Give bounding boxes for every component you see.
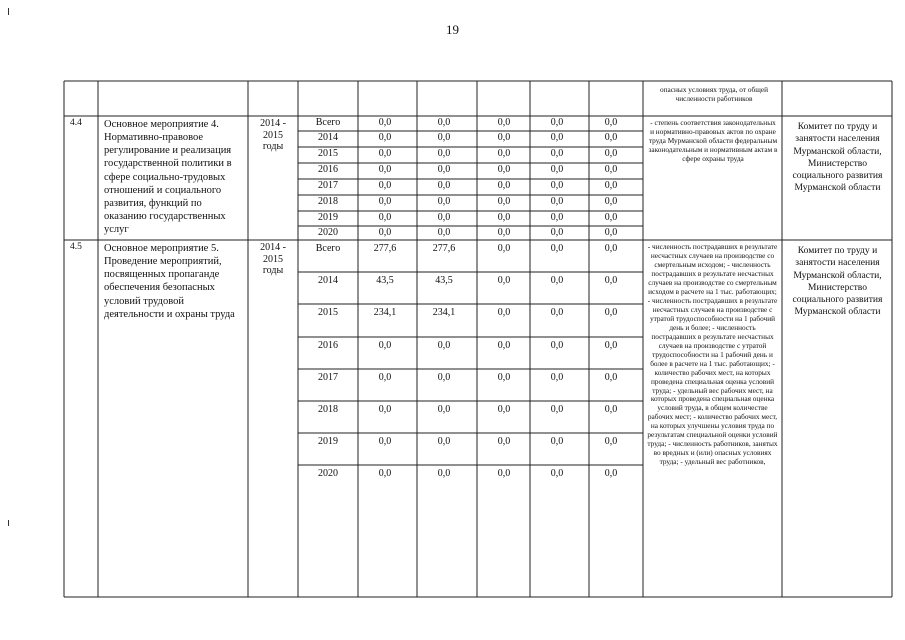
year-label: 2014	[318, 275, 338, 286]
measure-name: Основное мероприятие 4. Нормативно-правовое регулирование и реализация государственной политики в сфере социально-трудовых отношений и социального развития, функций по оказанию государственных услуг	[104, 119, 232, 235]
value-cell: 0,0	[497, 117, 511, 128]
value-cell: 0,0	[437, 196, 451, 207]
value-cell: 0,0	[604, 148, 618, 159]
value-cell: 0,0	[497, 436, 511, 447]
value-cell: 0,0	[604, 243, 618, 254]
value-cell: 0,0	[378, 227, 392, 238]
year-label: 2017	[318, 180, 338, 191]
value-cell: 0,0	[378, 148, 392, 159]
measure-name: Основное мероприятие 5. Проведение мероприятий, посвященных пропаганде обеспечения безопасных условий трудовой деятельности и охраны труда	[104, 243, 235, 320]
value-cell: 0,0	[550, 468, 564, 479]
value-cell: 0,0	[437, 117, 451, 128]
value-cell: 234,1	[373, 307, 397, 318]
indicators: - численность пострадавших в результате несчастных случаев на производстве со смертельным исходом; - численность пострадавших в результате несчастных случаев на производстве со смертельным исходом в расчете на 1 тыс. работающих; - численность пострадавших в результате несчастных случаев на производстве с утратой трудоспособности на 1 рабочий день и более; - численность пострадавших в результате несчастных случаев на производстве с утратой трудоспособности на 1 рабочий день и более в расчете на 1 тыс. работающих; - количество рабочих мест, на которых проведена специальная оценка условий труда; - удельный вес рабочих мест, на которых проведена специальная оценка условий труда, в общем количестве рабочих мест; - количество рабочих мест, на которых улучшены условия труда по результатам специальной оценки условий труда; - численность работников, занятых во вредных и (или) опасных условиях труда; - удельный вес работников,	[647, 243, 778, 467]
year-label: 2017	[318, 372, 338, 383]
value-cell: 0,0	[378, 196, 392, 207]
value-cell: 0,0	[378, 372, 392, 383]
year-label: 2018	[318, 404, 338, 415]
executors: Комитет по труду и занятости населения Мурманской области, Министерство социального развития Мурманской области	[792, 121, 883, 194]
value-cell: 0,0	[604, 436, 618, 447]
value-cell: 0,0	[604, 468, 618, 479]
margin-mark	[8, 8, 9, 15]
year-label: 2020	[318, 227, 338, 238]
year-label: 2014	[318, 132, 338, 143]
year-label: 2019	[318, 212, 338, 223]
value-cell: 0,0	[604, 164, 618, 175]
value-cell: 43,5	[376, 275, 394, 286]
value-cell: 0,0	[550, 164, 564, 175]
value-cell: 0,0	[378, 180, 392, 191]
year-label: 2015	[318, 307, 338, 318]
year-label: 2016	[318, 340, 338, 351]
value-cell: 0,0	[604, 227, 618, 238]
value-cell: 0,0	[604, 132, 618, 143]
value-cell: 0,0	[437, 212, 451, 223]
value-cell: 0,0	[497, 180, 511, 191]
value-cell: 0,0	[550, 132, 564, 143]
value-cell: 0,0	[604, 117, 618, 128]
year-label: 2016	[318, 164, 338, 175]
value-cell: 0,0	[437, 164, 451, 175]
value-cell: 0,0	[550, 212, 564, 223]
value-cell: 0,0	[604, 404, 618, 415]
page-number: 19	[446, 22, 459, 37]
value-cell: 0,0	[604, 196, 618, 207]
value-cell: 0,0	[437, 468, 451, 479]
value-cell: 0,0	[604, 180, 618, 191]
value-cell: 0,0	[550, 196, 564, 207]
value-cell: 0,0	[604, 340, 618, 351]
value-cell: 0,0	[497, 404, 511, 415]
value-cell: 0,0	[604, 307, 618, 318]
value-cell: 0,0	[497, 196, 511, 207]
margin-mark	[8, 520, 9, 526]
value-cell: 0,0	[550, 180, 564, 191]
value-cell: 0,0	[437, 132, 451, 143]
value-cell: 0,0	[378, 436, 392, 447]
value-cell: 0,0	[378, 404, 392, 415]
value-cell: 0,0	[497, 148, 511, 159]
value-cell: 0,0	[550, 243, 564, 254]
value-cell: 0,0	[497, 227, 511, 238]
value-cell: 277,6	[373, 243, 397, 254]
value-cell: 0,0	[550, 117, 564, 128]
value-cell: 0,0	[437, 180, 451, 191]
value-cell: 43,5	[435, 275, 453, 286]
value-cell: 0,0	[378, 132, 392, 143]
period: 2014 - 2015 годы	[260, 242, 286, 276]
value-cell: 0,0	[437, 340, 451, 351]
row-number: 4.4	[70, 118, 82, 128]
indicators: - степень соответствия законодательных и нормативно-правовых актов по охране труда Мурманской области федеральным законодательным и нормативным актам в сфере охраны труда	[648, 119, 778, 163]
value-cell: 0,0	[378, 117, 392, 128]
value-cell: 0,0	[378, 164, 392, 175]
value-cell: 0,0	[550, 372, 564, 383]
value-cell: 0,0	[378, 212, 392, 223]
year-label: Всего	[315, 117, 341, 128]
value-cell: 0,0	[497, 164, 511, 175]
year-label: Всего	[315, 243, 341, 254]
value-cell: 0,0	[437, 148, 451, 159]
value-cell: 0,0	[437, 372, 451, 383]
value-cell: 0,0	[497, 132, 511, 143]
value-cell: 0,0	[378, 468, 392, 479]
value-cell: 0,0	[550, 404, 564, 415]
year-label: 2018	[318, 196, 338, 207]
value-cell: 0,0	[437, 404, 451, 415]
value-cell: 0,0	[497, 243, 511, 254]
value-cell: 0,0	[497, 340, 511, 351]
value-cell: 0,0	[497, 468, 511, 479]
year-label: 2019	[318, 436, 338, 447]
value-cell: 0,0	[497, 275, 511, 286]
value-cell: 234,1	[432, 307, 456, 318]
value-cell: 0,0	[437, 227, 451, 238]
value-cell: 0,0	[604, 275, 618, 286]
value-cell: 0,0	[497, 212, 511, 223]
value-cell: 0,0	[604, 372, 618, 383]
row-number: 4.5	[70, 242, 82, 252]
value-cell: 0,0	[550, 227, 564, 238]
value-cell: 0,0	[550, 148, 564, 159]
value-cell: 0,0	[550, 275, 564, 286]
value-cell: 277,6	[432, 243, 456, 254]
year-label: 2020	[318, 468, 338, 479]
value-cell: 0,0	[497, 307, 511, 318]
executors: Комитет по труду и занятости населения Мурманской области, Министерство социального развития Мурманской области	[792, 245, 883, 318]
value-cell: 0,0	[497, 372, 511, 383]
period: 2014 - 2015 годы	[260, 118, 286, 152]
value-cell: 0,0	[550, 307, 564, 318]
value-cell: 0,0	[378, 340, 392, 351]
value-cell: 0,0	[604, 212, 618, 223]
indicator-fragment: опасных условиях труда, от общей численности работников	[660, 86, 768, 103]
value-cell: 0,0	[437, 436, 451, 447]
value-cell: 0,0	[550, 436, 564, 447]
value-cell: 0,0	[550, 340, 564, 351]
year-label: 2015	[318, 148, 338, 159]
